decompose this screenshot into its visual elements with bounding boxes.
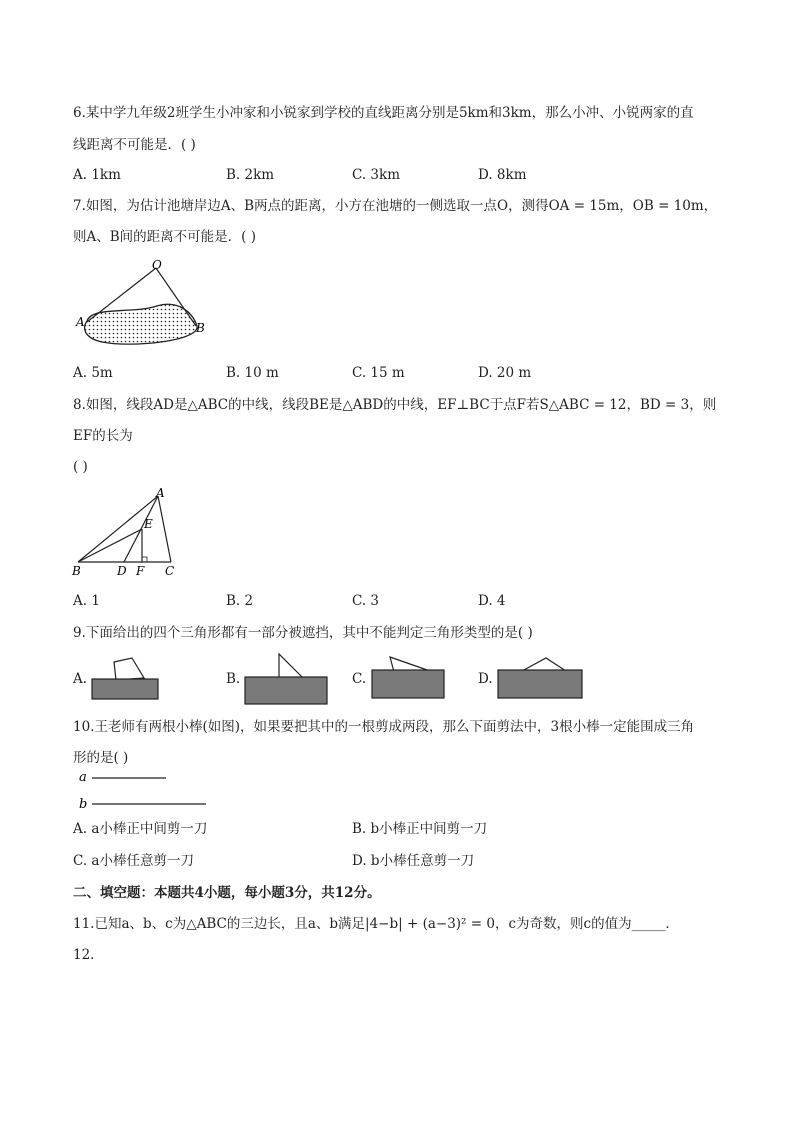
q9-option-d-figure	[496, 654, 584, 702]
label-b: B	[196, 321, 205, 335]
sticks-figure	[76, 768, 216, 814]
label-a: A	[76, 315, 85, 329]
section-heading-fill-in: 二、填空题：本题共4小题，每小题3分，共12分。	[73, 885, 381, 901]
q7-option-d: D. 20 m	[478, 365, 532, 381]
label-a: A	[156, 486, 165, 500]
q9-option-b-label: B.	[226, 671, 241, 687]
label-f: F	[136, 564, 145, 578]
segment-ac	[158, 496, 171, 562]
q9-option-a-figure	[90, 654, 160, 702]
q9-option-a-label: A.	[73, 671, 88, 687]
q7-option-a: A. 5m	[73, 365, 113, 381]
q9-option-c-label: C.	[352, 671, 367, 687]
q9-stem-line1: 9.下面给出的四个三角形都有一部分被遮挡，其中不能判定三角形类型的是( )	[73, 625, 533, 641]
q10-stem-line2: 形的是( )	[73, 750, 129, 766]
q6-option-c: C. 3km	[352, 167, 401, 183]
q8-option-a: A. 1	[73, 593, 100, 609]
pond-figure	[72, 256, 222, 356]
label-o: O	[152, 258, 162, 272]
q8-stem-line2: EF的长为	[73, 428, 133, 444]
q7-stem-line1: 7.如图，为估计池塘岸边A、B两点的距离，小方在池塘的一侧选取一点O，测得OA = 15m，OB = 10m，	[73, 198, 718, 214]
q8-option-c: C. 3	[352, 593, 380, 609]
q8-option-d: D. 4	[478, 593, 506, 609]
triangle-abc-figure	[70, 486, 190, 580]
q10-option-c: C. a小棒任意剪一刀	[73, 853, 194, 869]
q6-stem-line1: 6.某中学九年级2班学生小冲家和小锐家到学校的直线距离分别是5km和3km，那么小冲、小锐两家的直	[73, 105, 694, 121]
q9-option-c-figure	[370, 654, 446, 702]
q12-stem: 12.	[73, 947, 95, 963]
q8-stem-line3: ( )	[73, 459, 88, 475]
q11-stem: 11.已知a、b、c为△ABC的三边长，且a、b满足|4−b| + (a−3)² = 0，c为奇数，则c的值为_____．	[73, 916, 679, 932]
q7-stem-line2: 则A、B间的距离不可能是．( )	[73, 229, 256, 245]
q10-option-d: D. b小棒任意剪一刀	[352, 853, 475, 869]
right-angle-mark	[142, 557, 147, 562]
q8-option-b: B. 2	[226, 593, 254, 609]
q9-option-b-figure	[243, 650, 329, 706]
label-e: E	[144, 517, 153, 531]
q6-option-d: D. 8km	[478, 167, 527, 183]
q10-option-a: A. a小棒正中间剪一刀	[73, 821, 208, 837]
label-stick-b: b	[79, 797, 88, 812]
q8-stem-line1: 8.如图，线段AD是△ABC的中线，线段BE是△ABD的中线，EF⊥BC于点F若S△ABC = 12，BD = 3，则	[73, 397, 717, 413]
label-b: B	[72, 564, 81, 578]
q6-option-a: A. 1km	[73, 167, 121, 183]
q9-option-d-label: D.	[478, 671, 493, 687]
q7-option-b: B. 10 m	[226, 365, 279, 381]
label-stick-a: a	[79, 770, 87, 785]
label-d: D	[117, 564, 127, 578]
q6-option-b: B. 2km	[226, 167, 275, 183]
q10-option-b: B. b小棒正中间剪一刀	[352, 821, 488, 837]
label-c: C	[165, 564, 175, 578]
q6-stem-line2: 线距离不可能是．( )	[73, 137, 196, 153]
q7-option-c: C. 15 m	[352, 365, 405, 381]
q10-stem-line1: 10.王老师有两根小棒(如图)，如果要把其中的一根剪成两段，那么下面剪法中，3根小棒一定能围成三角	[73, 719, 695, 735]
